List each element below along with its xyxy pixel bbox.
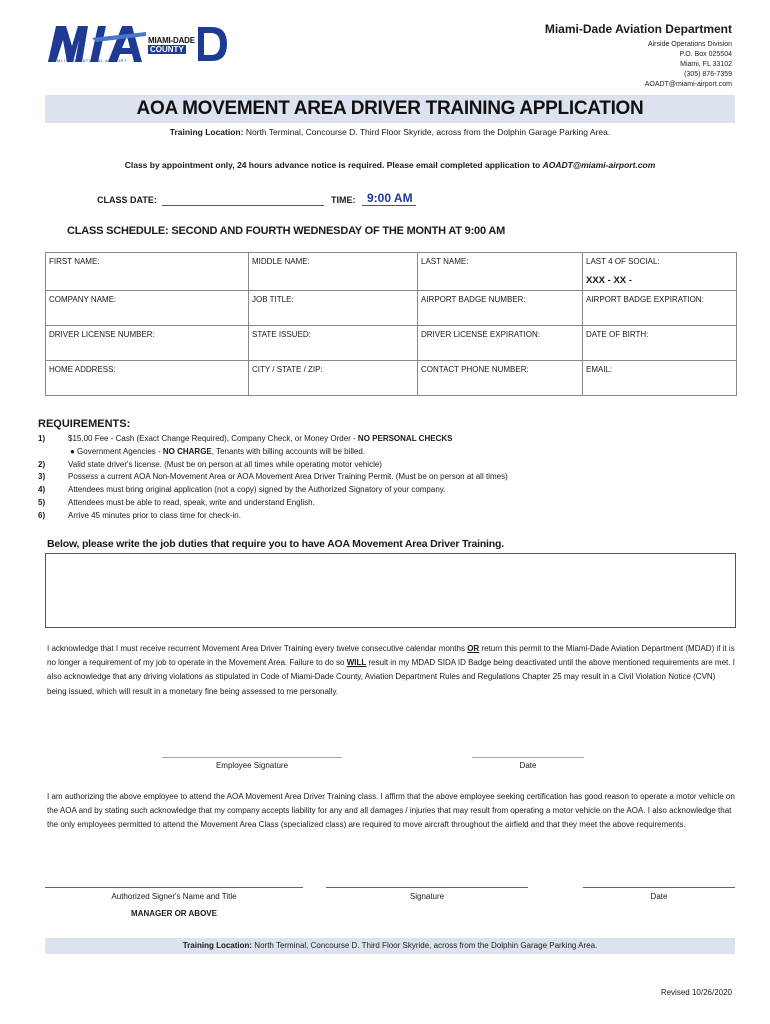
employee-signature-label: Employee Signature bbox=[215, 761, 289, 770]
list-item: 4) Attendees must bring original application (not a copy) signed by the Authorized Signatory of your company. bbox=[38, 485, 446, 495]
badge-number-field[interactable] bbox=[418, 291, 583, 326]
last-name-label: LAST NAME: bbox=[421, 257, 469, 266]
middle-name-label: MIDDLE NAME: bbox=[252, 257, 310, 266]
home-address-field[interactable] bbox=[46, 361, 249, 396]
training-location bbox=[45, 127, 735, 137]
list-item: 6) Arrive 45 minutes prior to class time for check-in. bbox=[38, 510, 241, 520]
requirements-title: REQUIREMENTS: bbox=[38, 418, 131, 430]
signer-name-label: Authorized Signer's Name and Title bbox=[111, 892, 237, 901]
contact-phone-label: CONTACT PHONE NUMBER: bbox=[421, 365, 529, 374]
list-item: 3) Possess a current AOA Non-Movement Area or AOA Movement Area Driver Training Permit. (Must be on person at all times) bbox=[38, 472, 508, 482]
appointment-note bbox=[45, 160, 735, 170]
date-of-birth-field[interactable] bbox=[583, 326, 737, 361]
revision-date: Revised 10/26/2020 bbox=[660, 988, 732, 997]
job-duties-textarea[interactable] bbox=[45, 553, 736, 628]
home-address-label: HOME ADDRESS: bbox=[49, 365, 116, 374]
footer-training-location bbox=[45, 938, 735, 954]
company-name-field[interactable] bbox=[46, 291, 249, 326]
department-name: Miami-Dade Aviation Department bbox=[544, 22, 732, 36]
class-schedule: CLASS SCHEDULE: SECOND AND FOURTH WEDNESDAY OF THE MONTH AT 9:00 AM bbox=[67, 225, 506, 237]
title-bar bbox=[45, 95, 735, 123]
footer-location-text: North Terminal, Concourse D. Third Floor Skyride, across from the Dolphin Garage Parking Area. bbox=[252, 941, 598, 950]
company-name-label: COMPANY NAME: bbox=[49, 295, 117, 304]
first-name-label: FIRST NAME: bbox=[49, 257, 100, 266]
table-row bbox=[46, 326, 737, 361]
first-name-field[interactable] bbox=[46, 253, 249, 291]
address-line: Airside Operations Division bbox=[647, 41, 732, 48]
applicant-info-table bbox=[45, 252, 737, 396]
employee-date-label: Date bbox=[519, 761, 537, 770]
authorizer-signature-line[interactable] bbox=[326, 887, 528, 888]
class-date-field[interactable] bbox=[162, 205, 324, 206]
page-title: AOA MOVEMENT AREA DRIVER TRAINING APPLICATION bbox=[136, 98, 644, 119]
badge-expiration-field[interactable] bbox=[583, 291, 737, 326]
time-label: TIME: bbox=[331, 195, 356, 205]
license-expiration-field[interactable] bbox=[418, 326, 583, 361]
requirements-list bbox=[38, 433, 508, 523]
signer-name-line[interactable] bbox=[45, 887, 303, 888]
badge-expiration-label: AIRPORT BADGE EXPIRATION: bbox=[586, 295, 704, 304]
list-item bbox=[38, 433, 508, 446]
last-name-field[interactable] bbox=[418, 253, 583, 291]
state-issued-field[interactable] bbox=[249, 326, 418, 361]
table-row bbox=[46, 361, 737, 396]
license-number-field[interactable] bbox=[46, 326, 249, 361]
middle-name-field[interactable] bbox=[249, 253, 418, 291]
job-title-label: JOB TITLE: bbox=[252, 295, 294, 304]
license-expiration-label: DRIVER LICENSE EXPIRATION: bbox=[421, 330, 540, 339]
city-state-zip-label: CITY / STATE / ZIP: bbox=[252, 365, 323, 374]
list-item: 2) Valid state driver's license. (Must be on person at all times while operating motor vehicle) bbox=[38, 459, 382, 469]
list-item-number: 1) bbox=[38, 434, 46, 443]
address-line: P.O. Box 025504 bbox=[679, 51, 732, 58]
address-line: (305) 876-7359 bbox=[684, 71, 732, 78]
county-logo-line1: MIAMI-DADE bbox=[148, 36, 195, 45]
acknowledgement-paragraph: I acknowledge that I must receive recurrent Movement Area Driver Training every twelve consecutive calendar months OR return this permit to the Miami-Dade Aviation Department (MDAD) if it is no longer a requirement of my job to operate in the Movement Area. Failure to do so WILL result in my MDAD SIDA ID Badge being deactivated until the above mentioned requirements are met. I also acknowledge that any driving violations as stipulated in Code of Miami-Dade County, Aviation Department Rules and Regulations Chapter 25 may result in a Civil Violation Notice (CVN) being issued, which will result in a monetary fine being assessed to me personally. bbox=[47, 644, 735, 696]
footer-location-label: Training Location: bbox=[182, 941, 253, 950]
employee-signature-line[interactable] bbox=[162, 757, 342, 758]
authorizer-date-line[interactable] bbox=[583, 887, 735, 888]
time-field[interactable]: 9:00 AM bbox=[367, 191, 413, 205]
contact-phone-field[interactable] bbox=[418, 361, 583, 396]
authorizer-signature-label: Signature bbox=[409, 892, 445, 901]
mia-logo-text: MIAMI INTERNATIONAL AIRPORT bbox=[48, 58, 128, 63]
address-line: Miami, FL 33102 bbox=[680, 61, 732, 68]
address-line: AOADT@miami-airport.com bbox=[644, 81, 732, 88]
email-label: EMAIL: bbox=[586, 365, 613, 374]
table-row bbox=[46, 253, 737, 291]
ssn-value: XXX - XX - bbox=[586, 275, 632, 286]
list-sub-item: ● Government Agencies - NO CHARGE, Tenants with billing accounts will be billed. bbox=[70, 446, 366, 456]
authorizer-date-label: Date bbox=[650, 892, 668, 901]
badge-number-label: AIRPORT BADGE NUMBER: bbox=[421, 295, 526, 304]
training-location-label: Training Location: bbox=[169, 127, 244, 137]
department-address bbox=[645, 40, 732, 90]
email-field[interactable] bbox=[583, 361, 737, 396]
employee-date-line[interactable] bbox=[472, 757, 584, 758]
appointment-note-text: Class by appointment only, 24 hours advance notice is required. Please email completed application to bbox=[124, 160, 543, 170]
table-row bbox=[46, 291, 737, 326]
state-issued-label: STATE ISSUED: bbox=[252, 330, 311, 339]
ssn-label: LAST 4 OF SOCIAL: bbox=[586, 257, 660, 266]
training-location-text: North Terminal, Concourse D. Third Floor Skyride, across from the Dolphin Garage Parking Area. bbox=[243, 127, 611, 137]
manager-note: MANAGER OR ABOVE bbox=[131, 909, 217, 918]
job-duties-label: Below, please write the job duties that require you to have AOA Movement Area Driver Training. bbox=[47, 538, 504, 550]
ssn-field[interactable] bbox=[583, 253, 737, 291]
city-state-zip-field[interactable] bbox=[249, 361, 418, 396]
county-logo-line2: COUNTY bbox=[150, 45, 184, 54]
job-title-field[interactable] bbox=[249, 291, 418, 326]
list-item-text: $15.00 Fee - Cash (Exact Change Required), Company Check, or Money Order - NO PERSONAL CHECKS bbox=[68, 434, 453, 443]
license-number-label: DRIVER LICENSE NUMBER: bbox=[49, 330, 155, 339]
class-date-label: CLASS DATE: bbox=[97, 195, 157, 205]
authorization-paragraph: I am authorizing the above employee to attend the AOA Movement Area Driver Training class. I affirm that the above employee seeking certification has good reason to operate a motor vehicle on the AOA and by stating such acknowledge that my company accepts liability for any and all damages / injuries that may result from operating a motor vehicle on the AOA. I also acknowledge that the only employees permitted to attend the Movement Area Class (specialized class) are required to move aircraft throughout the airfield and that they meet the above requirements. bbox=[47, 792, 735, 830]
date-of-birth-label: DATE OF BIRTH: bbox=[586, 330, 649, 339]
time-field-line bbox=[362, 205, 416, 206]
list-item: 5) Attendees must be able to read, speak, write and understand English. bbox=[38, 497, 315, 507]
appointment-email: AOADT@miami-airport.com bbox=[542, 160, 656, 170]
